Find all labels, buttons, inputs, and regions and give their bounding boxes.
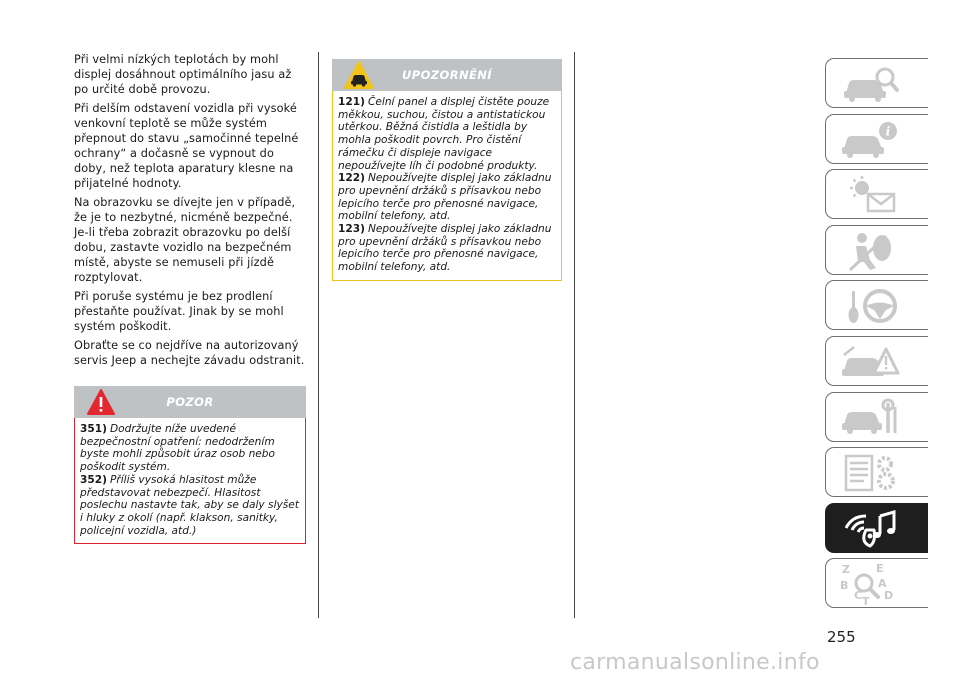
car-info-icon	[840, 119, 902, 161]
car-warning-icon	[840, 341, 902, 383]
pozor-header	[74, 386, 306, 418]
note-number: 351)	[80, 423, 107, 435]
paragraph-5: Obraťte se co nejdříve na autorizovaný servis Jeep a nechejte závadu odstranit.	[74, 339, 305, 367]
paragraph-2: Při delším odstavení vozidla při vysoké venkovní teplotě se může systém přepnout do stavu „samočinné tepelné ochrany“ a dočasně se vypnout do doby, než teplota aparatury klesne na přijatelné hodnoty.	[74, 102, 299, 190]
middle-column	[332, 59, 562, 281]
letter-t: T	[862, 595, 870, 606]
left-column	[74, 52, 306, 544]
specs-gears-icon	[840, 452, 902, 494]
letter-b: B	[840, 579, 849, 593]
pozor-warning-box	[74, 386, 306, 544]
note-text: Nepoužívejte displej jako základnu pro upevnění držáků s přísavkou nebo lepicího terče pro přenosné navigace, mobilní telefony, atd.	[338, 172, 552, 223]
pozor-body	[74, 418, 306, 544]
tab-multimedia[interactable]	[825, 503, 928, 553]
paragraph-3: Na obrazovku se dívejte jen v případě, že je to nezbytné, nicméně bezpečné. Je-li třeba zobrazit obrazovku po delší dobu, zastavte vozidlo na bezpečném místě, abyste se nemuseli při jízdě rozptylovat.	[74, 196, 296, 284]
note-352	[80, 474, 300, 538]
car-tools-icon	[840, 397, 902, 439]
note-351	[80, 423, 300, 474]
note-122	[338, 172, 556, 223]
letter-a: A	[878, 577, 887, 591]
letter-z: Z	[842, 563, 850, 577]
tab-lights-mail[interactable]	[825, 169, 928, 219]
tab-car-warning[interactable]	[825, 336, 928, 386]
page-number: 255	[827, 628, 856, 646]
upozorneni-title: UPOZORNĚNÍ	[402, 68, 492, 82]
note-number: 122)	[338, 172, 365, 185]
note-text: Čelní panel a displej čistěte pouze měkkou, suchou, čistou a antistatickou utěrkou. Běžná čistidla a leštidla by mohla poškodit povrch. Pro čistění rámečku či displeje navigace nepoužívejte líh či podobné produkty.	[338, 96, 550, 172]
upozorneni-body	[332, 91, 562, 281]
note-123	[338, 223, 556, 274]
tab-airbag[interactable]	[825, 225, 928, 275]
chapter-tabs	[825, 58, 928, 614]
upozorneni-notice-box	[332, 59, 562, 281]
pozor-title: POZOR	[166, 395, 214, 409]
letter-c: C	[854, 589, 863, 603]
column-divider-2	[574, 52, 575, 618]
paragraph-1: Při velmi nízkých teplotách by mohl displej dosáhnout optimálního jasu až po určité době provozu.	[74, 53, 292, 96]
tab-car-info[interactable]	[825, 114, 928, 164]
upozorneni-header	[332, 59, 562, 91]
car-caution-icon	[344, 61, 374, 89]
note-text: Dodržujte níže uvedené bezpečnostní opatření: nedodržením byste mohli způsobit úraz osob nebo poškodit systém.	[80, 423, 276, 474]
multimedia-icon	[840, 508, 902, 550]
tab-specs[interactable]	[825, 447, 928, 497]
airbag-icon	[840, 230, 902, 272]
light-mail-icon	[840, 174, 902, 216]
alphabet-index-icon	[840, 563, 902, 605]
column-divider-1	[318, 52, 319, 618]
watermark: carmanualsonline.info	[570, 650, 820, 675]
note-121	[338, 96, 556, 172]
tab-car-search[interactable]	[825, 58, 928, 108]
note-text: Nepoužívejte displej jako základnu pro upevnění držáků s přísavkou nebo lepicího terče pro přenosné navigace, mobilní telefony, atd.	[338, 223, 552, 274]
note-number: 352)	[80, 473, 107, 486]
car-search-icon	[840, 63, 902, 105]
note-text: Příliš vysoká hlasitost může představovat nebezpečí. Hlasitost poslechu nastavte tak, aby se daly slyšet i hluky z okolí (např. klakson, sanitky, policejní vozidla, atd.)	[80, 473, 299, 537]
letter-e: E	[876, 563, 884, 576]
note-number: 121)	[338, 96, 365, 108]
letter-d: D	[884, 589, 894, 603]
tab-index[interactable]	[825, 558, 928, 608]
paragraph-4: Při poruše systému je bez prodlení přestaňte používat. Jinak by se mohl systém poškodit.	[74, 290, 284, 333]
tab-car-tools[interactable]	[825, 392, 928, 442]
tab-steering-key[interactable]	[825, 280, 928, 330]
steering-key-icon	[840, 285, 902, 327]
warning-triangle-icon	[86, 388, 116, 416]
svg-text:i: i	[885, 124, 891, 139]
note-number: 123)	[338, 223, 365, 236]
